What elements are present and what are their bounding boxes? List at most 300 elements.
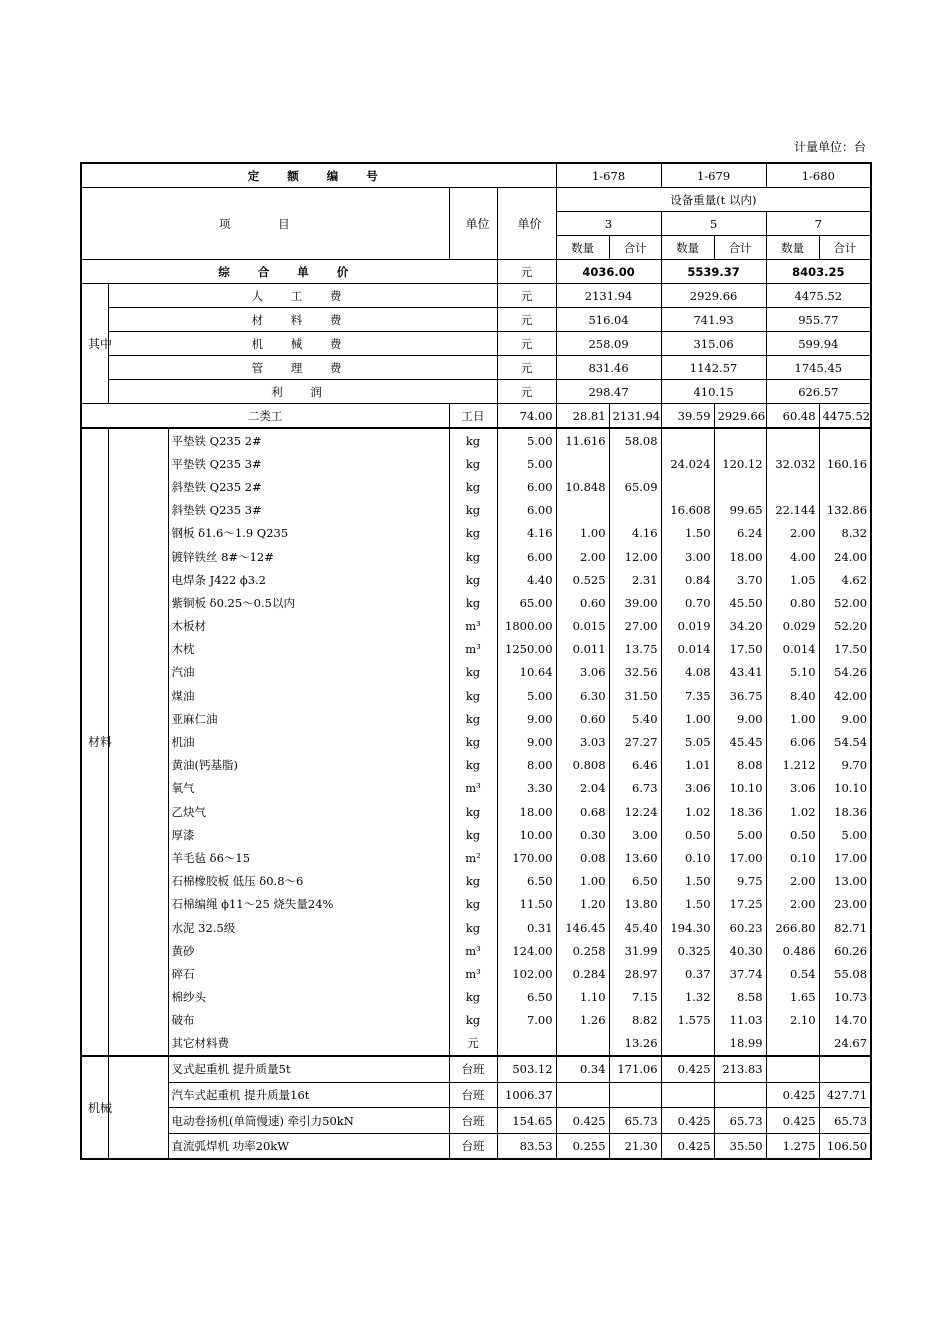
material-price: 9.00 (497, 707, 556, 730)
labor-cell: 39.59 (661, 404, 714, 429)
material-cell: 2.10 (766, 1009, 819, 1032)
material-price: 10.64 (497, 661, 556, 684)
material-cell: 1.02 (661, 800, 714, 823)
qty-label: 数量 (556, 236, 609, 260)
material-cell: 11.616 (556, 428, 609, 452)
material-price: 5.00 (497, 684, 556, 707)
material-cell: 24.67 (819, 1032, 871, 1056)
machinery-cell: 427.71 (819, 1082, 871, 1108)
machinery-price: 1006.37 (497, 1082, 556, 1108)
material-price: 170.00 (497, 846, 556, 869)
material-cell: 39.00 (609, 591, 661, 614)
material-cell: 18.36 (714, 800, 766, 823)
material-cell: 7.35 (661, 684, 714, 707)
machinery-row (81, 1108, 871, 1134)
material-price: 8.00 (497, 754, 556, 777)
material-unit: m³ (449, 939, 497, 962)
material-cell: 9.75 (714, 870, 766, 893)
material-cell (556, 499, 609, 522)
material-price: 6.50 (497, 870, 556, 893)
material-name: 破布 (168, 1009, 449, 1032)
material-cell: 6.30 (556, 684, 609, 707)
material-name: 石棉编绳 ϕ11～25 烧失量24% (168, 893, 449, 916)
material-cell: 13.75 (609, 638, 661, 661)
material-name: 黄砂 (168, 939, 449, 962)
breakdown-name: 人 工 费 (108, 284, 497, 308)
material-row (81, 986, 871, 1009)
material-unit: kg (449, 591, 497, 614)
material-cell: 1.212 (766, 754, 819, 777)
material-cell: 6.73 (609, 777, 661, 800)
material-cell: 37.74 (714, 962, 766, 985)
unit-header: 单位 (449, 188, 497, 260)
breakdown-unit: 元 (497, 332, 556, 356)
material-cell: 13.60 (609, 846, 661, 869)
machinery-cell: 171.06 (609, 1056, 661, 1082)
breakdown-unit: 元 (497, 380, 556, 404)
labor-row (81, 404, 871, 429)
breakdown-row (81, 284, 871, 308)
material-cell: 8.08 (714, 754, 766, 777)
material-row (81, 893, 871, 916)
labor-cell: 2131.94 (609, 404, 661, 429)
labor-price: 74.00 (497, 404, 556, 429)
material-cell: 0.014 (766, 638, 819, 661)
material-cell: 10.10 (714, 777, 766, 800)
material-cell: 9.70 (819, 754, 871, 777)
summary-label: 综 合 单 价 (81, 260, 497, 284)
material-row (81, 707, 871, 730)
material-cell: 27.00 (609, 615, 661, 638)
breakdown-value: 741.93 (661, 308, 766, 332)
labor-cell: 28.81 (556, 404, 609, 429)
machinery-cell (766, 1056, 819, 1082)
labor-name: 二类工 (81, 404, 449, 429)
material-cell: 0.284 (556, 962, 609, 985)
material-cell: 4.62 (819, 568, 871, 591)
labor-cell: 60.48 (766, 404, 819, 429)
material-cell: 4.08 (661, 661, 714, 684)
material-cell: 24.024 (661, 452, 714, 475)
material-cell (609, 499, 661, 522)
material-row (81, 661, 871, 684)
material-name: 煤油 (168, 684, 449, 707)
breakdown-name: 利 润 (108, 380, 497, 404)
material-cell: 1.10 (556, 986, 609, 1009)
material-price (497, 1032, 556, 1056)
material-cell: 9.00 (819, 707, 871, 730)
breakdown-value: 2131.94 (556, 284, 661, 308)
weight-header-row (81, 188, 871, 212)
material-cell: 13.80 (609, 893, 661, 916)
material-price: 7.00 (497, 1009, 556, 1032)
material-cell: 54.26 (819, 661, 871, 684)
material-cell (714, 428, 766, 452)
material-cell: 0.029 (766, 615, 819, 638)
material-cell: 0.808 (556, 754, 609, 777)
material-cell: 18.00 (714, 545, 766, 568)
sum-label: 合计 (714, 236, 766, 260)
material-price: 11.50 (497, 893, 556, 916)
material-cell: 0.84 (661, 568, 714, 591)
material-cell: 10.73 (819, 986, 871, 1009)
material-cell: 194.30 (661, 916, 714, 939)
material-unit: kg (449, 823, 497, 846)
material-row (81, 1032, 871, 1056)
breakdown-value: 258.09 (556, 332, 661, 356)
material-unit: kg (449, 707, 497, 730)
machinery-row (81, 1082, 871, 1108)
material-cell: 1.50 (661, 522, 714, 545)
material-name: 羊毛毡 δ6～15 (168, 846, 449, 869)
material-cell: 52.00 (819, 591, 871, 614)
machinery-cell: 0.425 (766, 1108, 819, 1134)
material-unit: kg (449, 893, 497, 916)
material-cell: 2.04 (556, 777, 609, 800)
machinery-price: 503.12 (497, 1056, 556, 1082)
sum-label: 合计 (819, 236, 871, 260)
breakdown-value: 2929.66 (661, 284, 766, 308)
material-cell: 6.06 (766, 730, 819, 753)
material-name: 碎石 (168, 962, 449, 985)
machinery-cell: 0.425 (661, 1056, 714, 1082)
material-unit: kg (449, 452, 497, 475)
material-cell: 12.24 (609, 800, 661, 823)
weight-1: 3 (556, 212, 661, 236)
material-cell: 3.06 (556, 661, 609, 684)
material-cell: 36.75 (714, 684, 766, 707)
material-cell: 42.00 (819, 684, 871, 707)
price-header: 单价 (497, 188, 556, 260)
material-cell: 22.144 (766, 499, 819, 522)
material-row (81, 823, 871, 846)
machinery-name: 电动卷扬机(单筒慢速) 牵引力50kN (168, 1108, 449, 1134)
breakdown-value: 315.06 (661, 332, 766, 356)
material-cell (661, 428, 714, 452)
material-price: 3.30 (497, 777, 556, 800)
sum-label: 合计 (609, 236, 661, 260)
machinery-cell: 0.34 (556, 1056, 609, 1082)
material-cell: 0.019 (661, 615, 714, 638)
material-unit: kg (449, 684, 497, 707)
material-cell: 1.20 (556, 893, 609, 916)
material-cell: 45.45 (714, 730, 766, 753)
material-unit: 元 (449, 1032, 497, 1056)
material-cell: 60.23 (714, 916, 766, 939)
material-unit: kg (449, 522, 497, 545)
material-cell: 0.50 (766, 823, 819, 846)
material-price: 1800.00 (497, 615, 556, 638)
machinery-cell: 0.425 (556, 1108, 609, 1134)
material-unit: m³ (449, 962, 497, 985)
material-name: 斜垫铁 Q235 2# (168, 475, 449, 498)
machinery-cell: 0.425 (766, 1082, 819, 1108)
material-cell: 132.86 (819, 499, 871, 522)
breakdown-value: 1142.57 (661, 356, 766, 380)
qty-label: 数量 (766, 236, 819, 260)
material-name: 斜垫铁 Q235 3# (168, 499, 449, 522)
material-cell: 1.50 (661, 870, 714, 893)
summary-value-3: 8403.25 (766, 260, 871, 284)
material-cell: 99.65 (714, 499, 766, 522)
machinery-name: 汽车式起重机 提升质量16t (168, 1082, 449, 1108)
breakdown-name: 管 理 费 (108, 356, 497, 380)
material-cell: 12.00 (609, 545, 661, 568)
material-name: 亚麻仁油 (168, 707, 449, 730)
material-cell: 2.31 (609, 568, 661, 591)
machinery-cell: 65.73 (819, 1108, 871, 1134)
material-cell: 1.65 (766, 986, 819, 1009)
material-price: 6.00 (497, 475, 556, 498)
summary-unit: 元 (497, 260, 556, 284)
material-price: 0.31 (497, 916, 556, 939)
material-cell: 2.00 (766, 522, 819, 545)
summary-value-1: 4036.00 (556, 260, 661, 284)
material-unit: kg (449, 545, 497, 568)
machinery-group-label: 机械 (81, 1056, 108, 1159)
machinery-row (81, 1056, 871, 1082)
material-cell: 0.37 (661, 962, 714, 985)
material-cell (609, 452, 661, 475)
material-row (81, 522, 871, 545)
material-price: 5.00 (497, 428, 556, 452)
material-name: 木板材 (168, 615, 449, 638)
material-price: 65.00 (497, 591, 556, 614)
machinery-cell: 0.255 (556, 1133, 609, 1159)
breakdown-row (81, 356, 871, 380)
breakdown-value: 298.47 (556, 380, 661, 404)
material-cell: 28.97 (609, 962, 661, 985)
material-cell: 1.26 (556, 1009, 609, 1032)
material-cell: 18.36 (819, 800, 871, 823)
material-cell (766, 475, 819, 498)
material-cell: 13.00 (819, 870, 871, 893)
labor-cell: 2929.66 (714, 404, 766, 429)
material-row (81, 499, 871, 522)
material-cell: 146.45 (556, 916, 609, 939)
material-cell: 55.08 (819, 962, 871, 985)
material-cell: 3.06 (766, 777, 819, 800)
material-cell: 0.54 (766, 962, 819, 985)
weight-2: 5 (661, 212, 766, 236)
material-cell: 266.80 (766, 916, 819, 939)
machinery-name: 直流弧焊机 功率20kW (168, 1133, 449, 1159)
machinery-cell (714, 1082, 766, 1108)
breakdown-row (81, 308, 871, 332)
breakdown-value: 955.77 (766, 308, 871, 332)
breakdown-group-label: 其中 (81, 284, 108, 404)
material-name: 其它材料费 (168, 1032, 449, 1056)
material-cell: 0.325 (661, 939, 714, 962)
breakdown-value: 410.15 (661, 380, 766, 404)
breakdown-name: 机 械 费 (108, 332, 497, 356)
machinery-cell: 65.73 (609, 1108, 661, 1134)
material-cell: 0.70 (661, 591, 714, 614)
material-cell: 54.54 (819, 730, 871, 753)
machinery-unit: 台班 (449, 1082, 497, 1108)
material-cell: 45.50 (714, 591, 766, 614)
material-cell: 27.27 (609, 730, 661, 753)
material-cell: 82.71 (819, 916, 871, 939)
material-cell: 1.02 (766, 800, 819, 823)
machinery-name: 叉式起重机 提升质量5t (168, 1056, 449, 1082)
material-cell: 17.50 (714, 638, 766, 661)
material-cell: 52.20 (819, 615, 871, 638)
breakdown-value: 516.04 (556, 308, 661, 332)
material-cell: 4.16 (609, 522, 661, 545)
breakdown-name: 材 料 费 (108, 308, 497, 332)
material-name: 平垫铁 Q235 2# (168, 428, 449, 452)
breakdown-value: 1745.45 (766, 356, 871, 380)
material-cell: 31.99 (609, 939, 661, 962)
material-cell: 1.00 (556, 522, 609, 545)
material-cell: 0.50 (661, 823, 714, 846)
machinery-price: 154.65 (497, 1108, 556, 1134)
material-cell: 1.32 (661, 986, 714, 1009)
material-cell: 0.011 (556, 638, 609, 661)
material-name: 紫铜板 δ0.25～0.5以内 (168, 591, 449, 614)
material-cell: 32.032 (766, 452, 819, 475)
material-cell: 17.00 (819, 846, 871, 869)
material-cell: 2.00 (766, 870, 819, 893)
material-row (81, 475, 871, 498)
material-unit: kg (449, 916, 497, 939)
weight-3: 7 (766, 212, 871, 236)
material-cell (661, 1032, 714, 1056)
material-unit: kg (449, 754, 497, 777)
material-price: 102.00 (497, 962, 556, 985)
machinery-cell: 1.275 (766, 1133, 819, 1159)
machinery-cell: 35.50 (714, 1133, 766, 1159)
material-unit: kg (449, 986, 497, 1009)
machinery-cell: 0.425 (661, 1133, 714, 1159)
material-row (81, 962, 871, 985)
material-cell: 6.46 (609, 754, 661, 777)
breakdown-row (81, 332, 871, 356)
material-cell: 0.015 (556, 615, 609, 638)
material-cell: 0.10 (766, 846, 819, 869)
material-cell: 34.20 (714, 615, 766, 638)
material-name: 棉纱头 (168, 986, 449, 1009)
material-cell: 0.486 (766, 939, 819, 962)
material-cell: 11.03 (714, 1009, 766, 1032)
material-cell: 5.05 (661, 730, 714, 753)
machinery-price: 83.53 (497, 1133, 556, 1159)
material-cell: 14.70 (819, 1009, 871, 1032)
material-name: 汽油 (168, 661, 449, 684)
material-price: 6.00 (497, 545, 556, 568)
machinery-unit: 台班 (449, 1056, 497, 1082)
material-unit: kg (449, 730, 497, 753)
material-cell (766, 428, 819, 452)
machinery-cell: 65.73 (714, 1108, 766, 1134)
material-row (81, 754, 871, 777)
material-cell (661, 475, 714, 498)
code-3: 1-680 (766, 163, 871, 188)
material-cell: 3.00 (609, 823, 661, 846)
material-cell: 0.80 (766, 591, 819, 614)
material-cell: 3.00 (661, 545, 714, 568)
material-cell: 1.575 (661, 1009, 714, 1032)
material-price: 10.00 (497, 823, 556, 846)
material-cell: 4.00 (766, 545, 819, 568)
material-name: 黄油(钙基脂) (168, 754, 449, 777)
material-cell: 8.32 (819, 522, 871, 545)
material-cell: 17.25 (714, 893, 766, 916)
material-cell: 32.56 (609, 661, 661, 684)
breakdown-value: 4475.52 (766, 284, 871, 308)
summary-row (81, 260, 871, 284)
machinery-unit: 台班 (449, 1133, 497, 1159)
material-cell: 23.00 (819, 893, 871, 916)
material-price: 4.16 (497, 522, 556, 545)
material-unit: kg (449, 870, 497, 893)
material-cell: 31.50 (609, 684, 661, 707)
material-name: 木枕 (168, 638, 449, 661)
material-cell: 120.12 (714, 452, 766, 475)
code-1: 1-678 (556, 163, 661, 188)
material-group-label: 材料 (81, 428, 108, 1056)
material-cell: 10.10 (819, 777, 871, 800)
material-cell: 2.00 (556, 545, 609, 568)
material-row (81, 684, 871, 707)
material-cell: 8.58 (714, 986, 766, 1009)
material-unit: m³ (449, 615, 497, 638)
material-cell: 160.16 (819, 452, 871, 475)
material-cell: 0.30 (556, 823, 609, 846)
material-cell: 60.26 (819, 939, 871, 962)
breakdown-value: 626.57 (766, 380, 871, 404)
material-cell: 0.60 (556, 707, 609, 730)
material-unit: kg (449, 499, 497, 522)
qty-label: 数量 (661, 236, 714, 260)
material-cell (819, 475, 871, 498)
material-cell: 2.00 (766, 893, 819, 916)
machinery-spacer-column (108, 1056, 168, 1159)
labor-cell: 4475.52 (819, 404, 871, 429)
material-cell: 1.00 (766, 707, 819, 730)
breakdown-unit: 元 (497, 284, 556, 308)
material-cell: 0.60 (556, 591, 609, 614)
material-name: 厚漆 (168, 823, 449, 846)
material-cell: 5.10 (766, 661, 819, 684)
material-name: 水泥 32.5级 (168, 916, 449, 939)
material-row (81, 545, 871, 568)
material-cell (819, 428, 871, 452)
machinery-cell: 106.50 (819, 1133, 871, 1159)
material-unit: kg (449, 800, 497, 823)
material-cell: 1.00 (661, 707, 714, 730)
material-unit: kg (449, 1009, 497, 1032)
material-row (81, 1009, 871, 1032)
material-cell: 8.82 (609, 1009, 661, 1032)
material-price: 5.00 (497, 452, 556, 475)
material-cell: 58.08 (609, 428, 661, 452)
material-price: 6.50 (497, 986, 556, 1009)
material-cell: 6.50 (609, 870, 661, 893)
machinery-cell (556, 1082, 609, 1108)
material-cell: 13.26 (609, 1032, 661, 1056)
machinery-cell: 213.83 (714, 1056, 766, 1082)
code-label: 定 额 编 号 (81, 163, 556, 188)
material-unit: kg (449, 568, 497, 591)
material-cell: 7.15 (609, 986, 661, 1009)
material-cell: 5.40 (609, 707, 661, 730)
material-cell: 0.68 (556, 800, 609, 823)
weight-label: 设备重量(t 以内) (556, 188, 871, 212)
material-cell: 43.41 (714, 661, 766, 684)
material-row (81, 452, 871, 475)
